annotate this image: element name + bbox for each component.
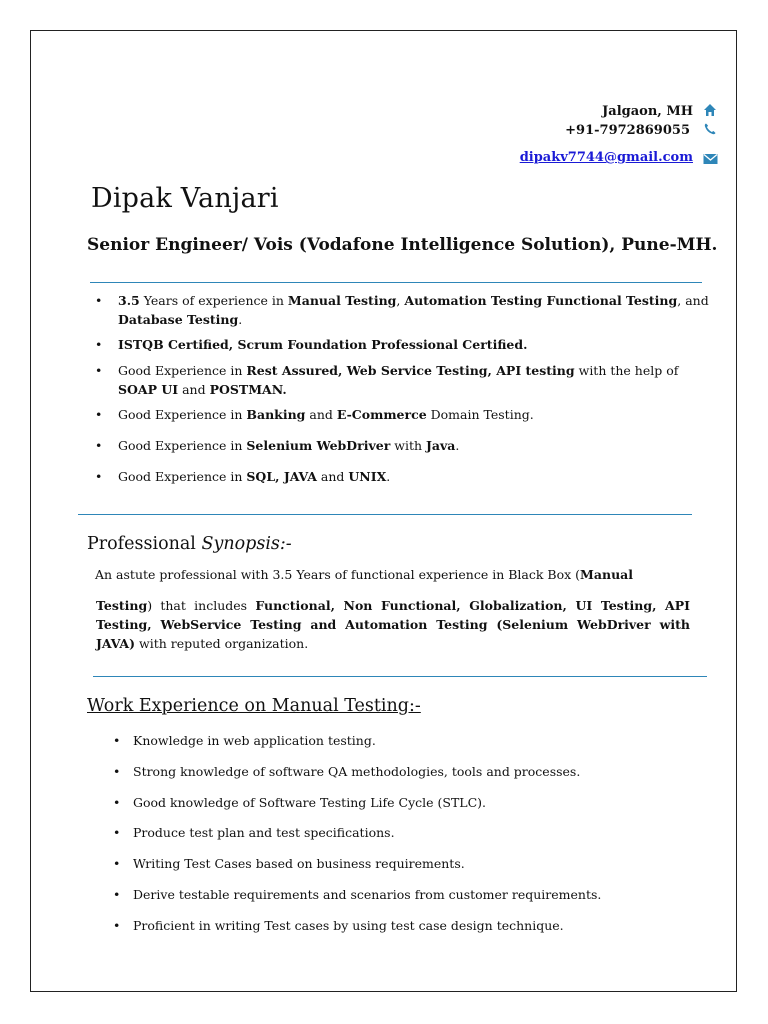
summary-item: • Good Experience in Selenium WebDriver with Java. xyxy=(90,436,715,455)
work-item: • Derive testable requirements and scenarios from customer requirements. xyxy=(108,887,601,902)
mail-icon xyxy=(703,153,718,165)
contact-phone: +91-7972869055 xyxy=(565,123,690,138)
email-link[interactable]: dipakv7744@gmail.com xyxy=(519,150,693,165)
resume-page xyxy=(30,30,737,992)
candidate-name: Dipak Vanjari xyxy=(91,183,279,214)
work-heading: Work Experience on Manual Testing:- xyxy=(87,696,421,716)
work-item: • Produce test plan and test specifications. xyxy=(108,825,395,840)
summary-item: • Good Experience in Banking and E-Commerce Domain Testing. xyxy=(90,405,715,424)
summary-item: • Good Experience in Rest Assured, Web Service Testing, API testing with the help of SOAP UI and POSTMAN. xyxy=(90,361,715,399)
contact-location: Jalgaon, MH xyxy=(602,104,693,119)
work-item: • Strong knowledge of software QA methodologies, tools and processes. xyxy=(108,764,580,779)
work-item: • Proficient in writing Test cases by using test case design technique. xyxy=(108,918,564,933)
summary-item: • 3.5 Years of experience in Manual Testing, Automation Testing Functional Testing, and Database Testing. xyxy=(90,291,715,329)
home-icon xyxy=(703,103,717,117)
synopsis-line: An astute professional with 3.5 Years of functional experience in Black Box (Manual xyxy=(95,567,634,582)
divider xyxy=(90,282,702,283)
summary-item: • ISTQB Certified, Scrum Foundation Professional Certified. xyxy=(90,335,715,354)
divider xyxy=(93,676,707,677)
summary-item: • Good Experience in SQL, JAVA and UNIX. xyxy=(90,467,715,486)
work-item: • Knowledge in web application testing. xyxy=(108,733,376,748)
phone-icon xyxy=(703,122,717,136)
synopsis-paragraph: Testing) that includes Functional, Non Functional, Globalization, UI Testing, API Testing, WebService Testing and Automation Testing (Selenium WebDriver with JAVA) with reputed organization. xyxy=(96,598,690,651)
work-item: • Writing Test Cases based on business requirements. xyxy=(108,856,465,871)
synopsis-heading: Professional Synopsis:- xyxy=(87,534,292,554)
divider xyxy=(78,514,692,515)
work-item: • Good knowledge of Software Testing Life Cycle (STLC). xyxy=(108,795,486,810)
job-title: Senior Engineer/ Vois (Vodafone Intelligence Solution), Pune-MH. xyxy=(87,235,718,255)
